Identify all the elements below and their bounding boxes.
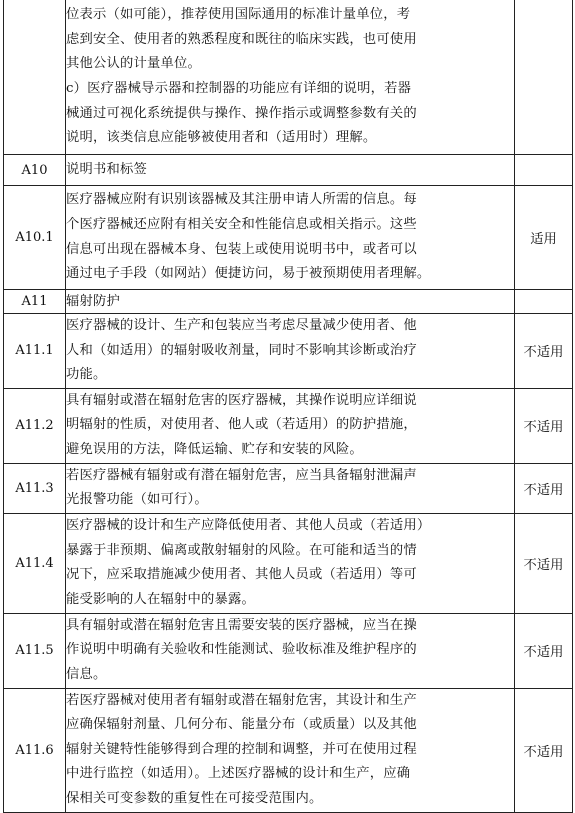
requirement-text: 位表示（如可能），推荐使用国际通用的标准计量单位，考 虑到安全、使用者的熟悉程度和既往的临床实践，也可使用 其他公认的计量单位。 c）医疗器械导示器和控制器的功能应有详细的说明，若器 械通过可视化系统提供与操作、操作指示或调整参数有关的 说明，该类信息应能够被使用者和（适用时）理解。 — [66, 0, 515, 155]
requirement-text: 医疗器械应附有识别该器械及其注册申请人所需的信息。每 个医疗器械还应附有相关安全和性能信息或相关指示。这些 信息可出现在器械本身、包装上或使用说明书中，或者可以 通过电子手段（如网站）便捷访问，易于被预期使用者理解。 — [66, 186, 515, 290]
table-row — [4, 513, 573, 613]
clause-code — [4, 0, 66, 155]
applicability: 不适用 — [515, 688, 573, 812]
table-row — [4, 613, 573, 688]
applicability: 不适用 — [515, 388, 573, 463]
table-row — [4, 388, 573, 463]
clause-code: A11.2 — [4, 388, 66, 463]
clause-code: A10 — [4, 155, 66, 186]
table-row — [4, 688, 573, 812]
clause-code: A11.6 — [4, 688, 66, 812]
applicability — [515, 290, 573, 314]
requirement-text: 具有辐射或潜在辐射危害且需要安装的医疗器械，应当在操 作说明中明确有关验收和性能测试、验收标准及维护程序的 信息。 — [66, 613, 515, 688]
requirement-text: 医疗器械的设计和生产应降低使用者、其他人员或（若适用） 暴露于非预期、偏离或散射辐射的风险。在可能和适当的情 况下，应采取措施减少使用者、其他人员或（若适用）等可 能受影响的人在辐射中的暴露。 — [66, 513, 515, 613]
clause-code: A11.3 — [4, 463, 66, 513]
clause-code: A11.4 — [4, 513, 66, 613]
applicability: 不适用 — [515, 314, 573, 389]
applicability: 适用 — [515, 186, 573, 290]
section-title: 辐射防护 — [66, 290, 515, 314]
requirements-table — [3, 0, 573, 813]
table-row — [4, 314, 573, 389]
section-title: 说明书和标签 — [66, 155, 515, 186]
table-row — [4, 463, 573, 513]
requirement-text: 具有辐射或潜在辐射危害的医疗器械，其操作说明应详细说 明辐射的性质，对使用者、他人或（若适用）的防护措施， 避免误用的方法，降低运输、贮存和安装的风险。 — [66, 388, 515, 463]
requirement-text: 若医疗器械对使用者有辐射或潜在辐射危害，其设计和生产 应确保辐射剂量、几何分布、能量分布（或质量）以及其他 辐射关键特性能够得到合理的控制和调整，并可在使用过程 中进行监控（如适用）。上述医疗器械的设计和生产，应确 保相关可变参数的重复性在可接受范围内。 — [66, 688, 515, 812]
applicability: 不适用 — [515, 513, 573, 613]
applicability: 不适用 — [515, 463, 573, 513]
table-row — [4, 0, 573, 155]
applicability — [515, 155, 573, 186]
requirement-text: 若医疗器械有辐射或有潜在辐射危害，应当具备辐射泄漏声 光报警功能（如可行）。 — [66, 463, 515, 513]
clause-code: A11.1 — [4, 314, 66, 389]
applicability: 不适用 — [515, 613, 573, 688]
clause-code: A11 — [4, 290, 66, 314]
clause-code: A11.5 — [4, 613, 66, 688]
applicability — [515, 0, 573, 155]
table-row — [4, 155, 573, 186]
table-row — [4, 186, 573, 290]
clause-code: A10.1 — [4, 186, 66, 290]
table-row — [4, 290, 573, 314]
requirement-text: 医疗器械的设计、生产和包装应当考虑尽量减少使用者、他 人和（如适用）的辐射吸收剂量，同时不影响其诊断或治疗 功能。 — [66, 314, 515, 389]
